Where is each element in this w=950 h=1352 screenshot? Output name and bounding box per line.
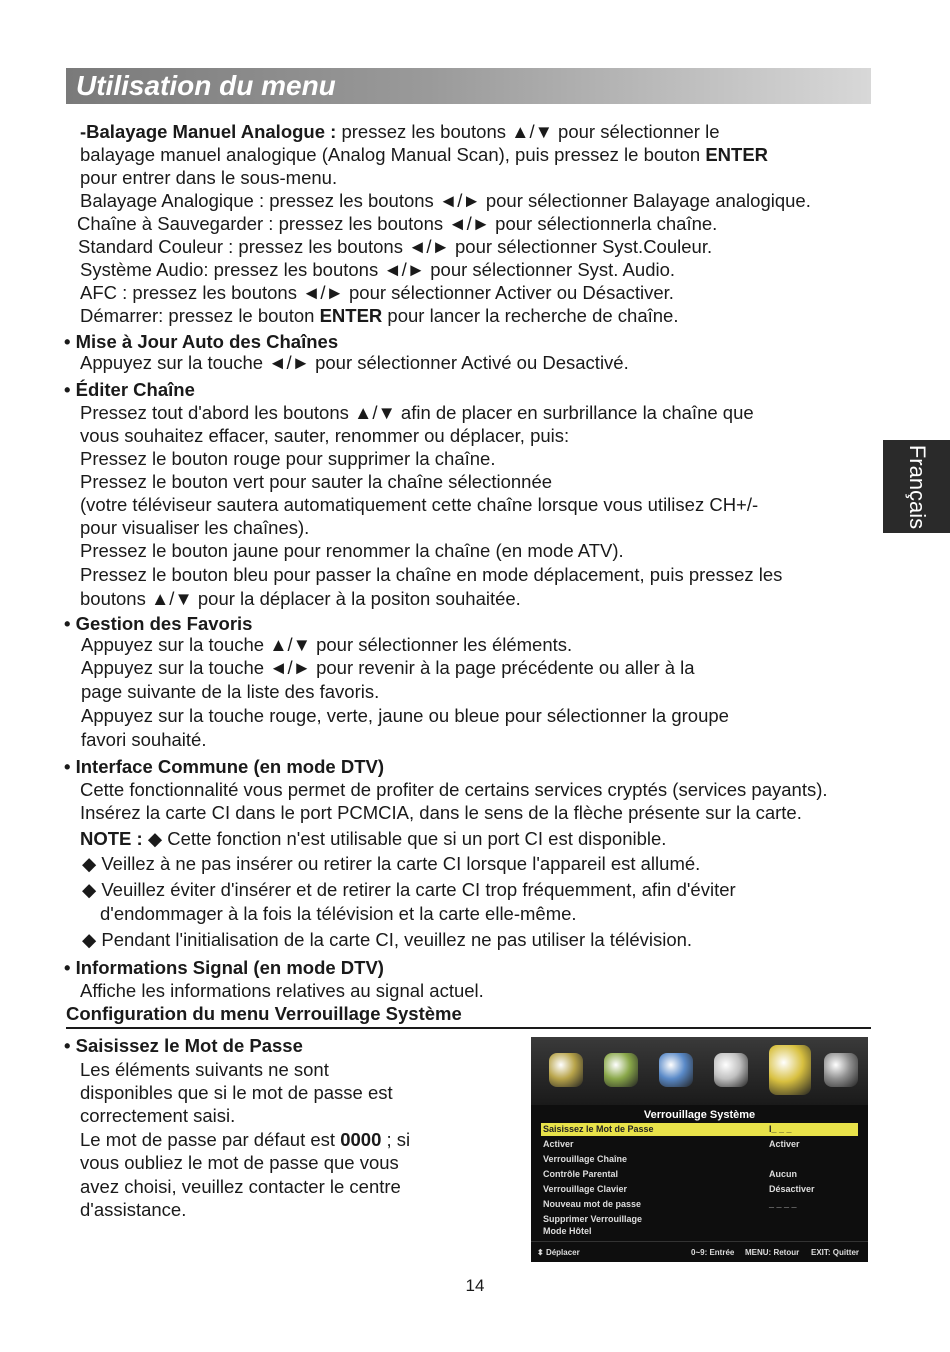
text-segment: Appuyez sur la touche ◄/► pour revenir à la page précédente ou aller à la — [81, 657, 695, 678]
text-line — [82, 853, 700, 875]
text-segment: avez choisi, veuillez contacter le centre — [80, 1176, 401, 1197]
text-line — [80, 282, 674, 304]
tv-menu-row — [541, 1168, 858, 1181]
text-line — [64, 331, 338, 353]
text-segment: ◆ Cette fonction n'est utilisable que si un port CI est disponible. — [147, 828, 667, 849]
text-segment: Pressez le bouton bleu pour passer la chaîne en mode déplacement, puis pressez les — [80, 564, 783, 585]
text-segment: pour lancer la recherche de chaîne. — [382, 305, 679, 326]
tv-menu-row — [541, 1123, 858, 1136]
text-line — [80, 144, 768, 166]
tv-menu-row — [541, 1198, 858, 1211]
text-line — [64, 379, 195, 401]
bold-text: ENTER — [319, 305, 383, 326]
bold-text: • Interface Commune (en mode DTV) — [64, 756, 384, 777]
bold-text: • Gestion des Favoris — [64, 613, 253, 634]
text-segment: Appuyez sur la touche ◄/► pour sélectionner Activé ou Desactivé. — [80, 352, 629, 373]
text-segment: ; si — [381, 1129, 411, 1150]
text-line — [80, 779, 828, 801]
text-segment: Pressez le bouton vert pour sauter la chaîne sélectionnée — [80, 471, 553, 492]
text-segment: favori souhaité. — [81, 729, 207, 750]
tv-menu-row — [541, 1138, 858, 1151]
bold-text: 0000 — [340, 1129, 382, 1150]
text-line — [80, 352, 629, 374]
tv-row-label: Saisissez le Mot de Passe — [543, 1124, 654, 1134]
language-tab-label: Français — [904, 444, 930, 529]
tv-row-label: Verrouillage Clavier — [543, 1184, 628, 1194]
text-segment: Pressez tout d'abord les boutons ▲/▼ afin de placer en surbrillance la chaîne que — [80, 402, 754, 423]
section-title: Utilisation du menu — [76, 70, 336, 101]
text-segment: Le mot de passe par défaut est — [80, 1129, 341, 1150]
bold-text: • Saisissez le Mot de Passe — [64, 1035, 303, 1056]
text-segment: correctement saisi. — [80, 1105, 236, 1126]
text-segment: Pressez le bouton rouge pour supprimer la chaîne. — [80, 448, 496, 469]
text-line — [80, 305, 678, 327]
text-segment: (votre téléviseur sautera automatiquement cette chaîne lorsque vous utilisez CH+/- — [80, 494, 759, 515]
config-heading: Configuration du menu Verrouillage Système — [66, 1003, 871, 1029]
text-line — [80, 802, 802, 824]
picture-icon — [549, 1053, 583, 1087]
tv-row-label: Supprimer Verrouillage — [543, 1214, 643, 1224]
language-tab — [883, 440, 950, 533]
tv-menu-row — [541, 1153, 858, 1166]
tv-footer-move: ⬍ Déplacer — [537, 1248, 580, 1257]
bold-text: • Informations Signal (en mode DTV) — [64, 957, 384, 978]
bold-text: NOTE : — [80, 828, 148, 849]
text-line — [80, 402, 754, 424]
tv-row-label: Mode Hôtel — [543, 1226, 592, 1236]
tv-menu-title: Verrouillage Système — [643, 1109, 756, 1121]
text-line — [80, 471, 552, 493]
text-line — [80, 1059, 329, 1081]
text-line — [80, 1152, 399, 1174]
tv-row-value: Désactiver — [769, 1184, 815, 1194]
tv-menu-screenshot — [531, 1037, 868, 1262]
sound-icon — [604, 1053, 638, 1087]
tv-footer — [531, 1241, 868, 1262]
text-segment: Les éléments suivants ne sont — [80, 1059, 329, 1080]
text-segment: Insérez la carte CI dans le port PCMCIA, dans le sens de la flèche présente sur la carte. — [80, 802, 802, 823]
bold-text: • Éditer Chaîne — [64, 379, 195, 400]
text-line — [80, 1199, 186, 1221]
text-line — [80, 564, 782, 586]
bold-text: • Mise à Jour Auto des Chaînes — [64, 331, 339, 352]
text-segment: Système Audio: pressez les boutons ◄/► pour sélectionner Syst. Audio. — [80, 259, 676, 280]
text-segment: Appuyez sur la touche rouge, verte, jaune ou bleue pour sélectionner la groupe — [81, 705, 729, 726]
page-number: 14 — [465, 1276, 485, 1295]
text-line — [81, 634, 572, 656]
text-line — [81, 681, 379, 703]
text-segment: balayage manuel analogique (Analog Manual Scan), puis pressez le bouton — [80, 144, 706, 165]
text-line — [80, 540, 624, 562]
text-line — [80, 425, 569, 447]
text-segment: Pressez le bouton jaune pour renommer la chaîne (en mode ATV). — [80, 540, 624, 561]
text-segment: Appuyez sur la touche ▲/▼ pour sélectionner les éléments. — [81, 634, 573, 655]
section-header — [66, 68, 871, 104]
tv-footer-enter: 0~9: Entrée — [691, 1248, 735, 1257]
tv-menu-row — [541, 1183, 858, 1196]
text-line — [77, 213, 717, 235]
text-segment: disponibles que si le mot de passe est — [80, 1082, 393, 1103]
time-icon — [714, 1053, 748, 1087]
text-segment: d'endommager à la fois la télévision et la carte elle-même. — [100, 903, 577, 924]
tv-row-label: Verrouillage Chaîne — [543, 1154, 628, 1164]
tv-row-value: Aucun — [769, 1169, 797, 1179]
text-line — [80, 259, 675, 281]
text-segment: Balayage Analogique : pressez les boutons ◄/► pour sélectionner Balayage analogique. — [80, 190, 811, 211]
text-line — [100, 903, 577, 925]
text-segment: pour visualiser les chaînes). — [80, 517, 310, 538]
text-segment: boutons ▲/▼ pour la déplacer à la positon souhaitée. — [80, 588, 521, 609]
text-line — [64, 756, 384, 778]
tv-menu-row — [541, 1225, 858, 1238]
lock-icon — [769, 1045, 811, 1095]
text-line — [80, 494, 758, 516]
text-line — [80, 588, 521, 610]
bold-text: ENTER — [705, 144, 769, 165]
text-segment: Cette fonctionnalité vous permet de profiter de certains services cryptés (services payants). — [80, 779, 828, 800]
text-segment: pressez les boutons ▲/▼ pour sélectionner le — [341, 121, 720, 142]
text-segment: ◆ Veillez à ne pas insérer ou retirer la carte CI lorsque l'appareil est allumé. — [82, 853, 701, 874]
text-line — [80, 517, 309, 539]
text-line — [64, 957, 384, 979]
tv-row-value: I_ _ _ — [769, 1124, 792, 1134]
text-line — [64, 613, 252, 635]
text-line — [80, 121, 720, 143]
text-segment: ◆ Pendant l'initialisation de la carte CI, veuillez ne pas utiliser la télévision. — [82, 929, 693, 950]
text-line — [80, 1129, 410, 1151]
tv-row-label: Nouveau mot de passe — [543, 1199, 642, 1209]
text-segment: AFC : pressez les boutons ◄/► pour sélectionner Activer ou Désactiver. — [80, 282, 674, 303]
text-segment: Standard Couleur : pressez les boutons ◄/► pour sélectionner Syst.Couleur. — [78, 236, 713, 257]
text-line — [80, 980, 484, 1002]
text-segment: ◆ Veuillez éviter d'insérer et de retirer la carte CI trop fréquemment, afin d'éviter — [82, 879, 736, 900]
tv-footer-exit: EXIT: Quitter — [811, 1248, 860, 1257]
text-line — [81, 657, 695, 679]
bold-text: -Balayage Manuel Analogue : — [80, 121, 342, 142]
text-line — [80, 1176, 401, 1198]
text-line — [80, 1105, 235, 1127]
text-line — [80, 448, 495, 470]
text-segment: pour entrer dans le sous-menu. — [80, 167, 338, 188]
text-line — [80, 828, 666, 850]
text-line — [81, 705, 729, 727]
text-line — [78, 236, 712, 258]
text-line — [80, 190, 811, 212]
text-line — [82, 929, 692, 951]
text-line — [80, 1082, 393, 1104]
text-line — [81, 729, 206, 751]
text-segment: Affiche les informations relatives au signal actuel. — [80, 980, 484, 1001]
text-segment: d'assistance. — [80, 1199, 187, 1220]
text-segment: page suivante de la liste des favoris. — [81, 681, 380, 702]
tv-row-label: Activer — [543, 1139, 574, 1149]
settings-icon — [824, 1053, 858, 1087]
text-line — [80, 167, 337, 189]
channel-icon — [659, 1053, 693, 1087]
tv-footer-back: MENU: Retour — [745, 1248, 800, 1257]
text-segment: Chaîne à Sauvegarder : pressez les boutons ◄/► pour sélectionnerla chaîne. — [77, 213, 718, 234]
tv-row-label: Contrôle Parental — [543, 1169, 619, 1179]
text-segment: vous souhaitez effacer, sauter, renommer ou déplacer, puis: — [80, 425, 570, 446]
text-line — [64, 1035, 303, 1057]
text-segment: vous oubliez le mot de passe que vous — [80, 1152, 399, 1173]
tv-row-value: Activer — [769, 1139, 800, 1149]
text-segment: Démarrer: pressez le bouton — [80, 305, 320, 326]
tv-row-value: _ _ _ _ — [769, 1199, 797, 1209]
text-line — [82, 879, 736, 901]
tv-icon-bar — [531, 1037, 868, 1105]
